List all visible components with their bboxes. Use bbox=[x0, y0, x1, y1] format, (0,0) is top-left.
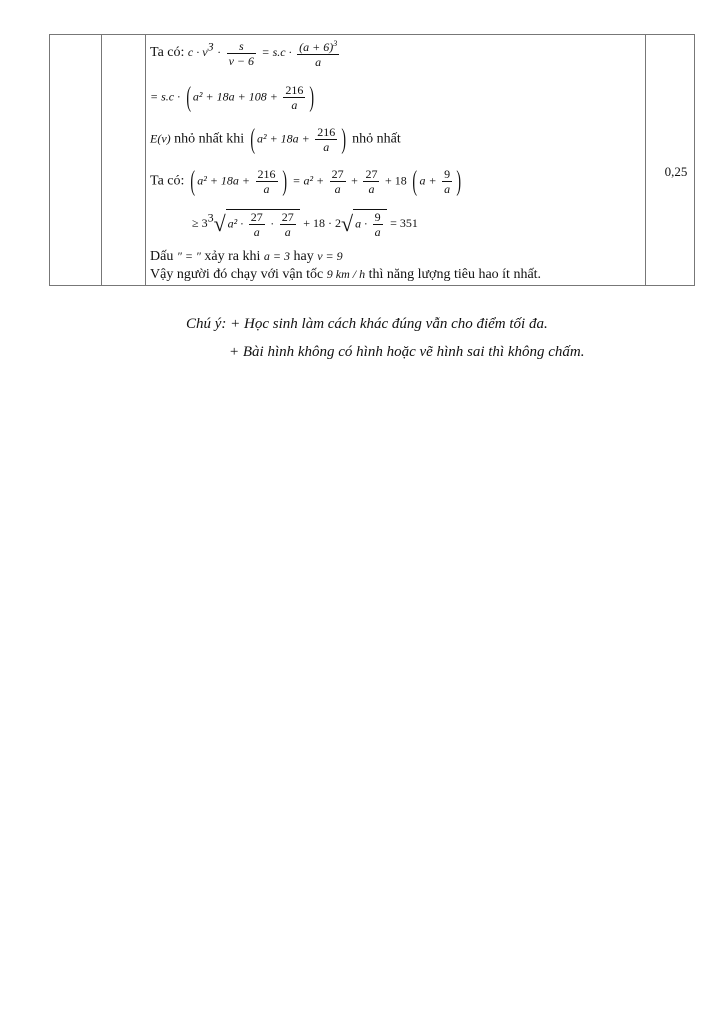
column-divider-2 bbox=[145, 35, 146, 285]
fraction-27 bbox=[249, 210, 265, 239]
equals-sc: = s.c · bbox=[150, 89, 181, 104]
numerator: 216 bbox=[317, 125, 336, 139]
fraction-a6 bbox=[297, 37, 339, 69]
solution-line-5 bbox=[192, 209, 418, 239]
equals-sc: = s.c · bbox=[261, 45, 292, 60]
plus-18-2: + 18 · 2 bbox=[303, 216, 342, 231]
exponent: 3 bbox=[333, 39, 338, 48]
note-line-1: Chú ý: + Học sinh làm cách khác đúng vẫn cho điểm tối đa. bbox=[186, 316, 548, 332]
numerator: 27 bbox=[281, 210, 294, 224]
speed-value: 9 km / h bbox=[326, 267, 366, 281]
fraction-27 bbox=[363, 167, 379, 196]
cube-root bbox=[226, 209, 300, 239]
radical-sign: √ bbox=[213, 211, 226, 236]
solution-line-1 bbox=[150, 37, 341, 69]
radical-sign: √ bbox=[341, 211, 354, 236]
note-line-2: + Bài hình không có hình hoặc vẽ hình sai thì không chấm. bbox=[229, 344, 585, 360]
numerator: 27 bbox=[250, 210, 263, 224]
label-ta-co: Ta có: bbox=[150, 45, 185, 61]
dot: · bbox=[217, 45, 222, 60]
numerator: 216 bbox=[257, 167, 276, 181]
denominator: a bbox=[283, 97, 305, 112]
grading-table bbox=[49, 34, 695, 286]
numerator: 27 bbox=[365, 167, 378, 181]
paren-open: ( bbox=[412, 165, 418, 197]
paren-open: ( bbox=[185, 81, 191, 113]
exponent: 3 bbox=[207, 39, 214, 54]
fraction-9 bbox=[373, 210, 383, 239]
denominator: a bbox=[444, 182, 451, 196]
solution-line-7 bbox=[150, 267, 541, 283]
root-term: a · bbox=[355, 216, 368, 231]
plus-18: + 18 bbox=[384, 173, 407, 188]
result-351: = 351 bbox=[390, 216, 418, 231]
numerator: 27 bbox=[331, 167, 344, 181]
column-divider-3 bbox=[645, 35, 646, 285]
fraction-216 bbox=[315, 125, 337, 154]
paren-open: ( bbox=[249, 123, 255, 155]
solution-line-4 bbox=[150, 167, 463, 196]
text-or: hay bbox=[293, 249, 314, 264]
a-plus: a + bbox=[419, 173, 437, 188]
condition-a: a = 3 bbox=[263, 249, 291, 263]
fraction-9 bbox=[442, 167, 452, 196]
expr-cv: c · v bbox=[187, 45, 208, 60]
denominator: a bbox=[256, 181, 278, 196]
polynomial: a² + 18a + bbox=[197, 173, 251, 188]
numerator: s bbox=[238, 38, 244, 53]
paren-open: ( bbox=[190, 165, 195, 197]
text-min: nhỏ nhất bbox=[352, 131, 401, 147]
geq-3: ≥ 3 bbox=[192, 216, 208, 231]
text-dau: Dấu bbox=[150, 249, 174, 264]
paren-close: ) bbox=[309, 81, 315, 113]
numerator-base: (a + 6) bbox=[299, 40, 334, 54]
solution-line-6 bbox=[150, 249, 343, 265]
text-min-when: nhỏ nhất khi bbox=[174, 131, 245, 147]
function-ev: E(v) bbox=[150, 131, 171, 146]
text-occurs-when: xảy ra khi bbox=[204, 249, 261, 264]
paren-close: ) bbox=[281, 165, 287, 197]
solution-line-2 bbox=[150, 83, 317, 112]
denominator: v − 6 bbox=[228, 53, 254, 68]
equality-sign: ″ = ″ bbox=[176, 249, 201, 263]
solution-line-3 bbox=[150, 125, 401, 154]
numerator: 9 bbox=[374, 210, 381, 224]
fraction-27 bbox=[280, 210, 296, 239]
fraction-s bbox=[227, 39, 256, 68]
column-divider-1 bbox=[101, 35, 102, 285]
conclusion-text-end: thì năng lượng tiêu hao ít nhất. bbox=[368, 267, 542, 282]
fraction-27 bbox=[330, 167, 346, 196]
denominator: a bbox=[297, 54, 339, 69]
equals-a2: = a² + bbox=[292, 173, 325, 188]
denominator: a bbox=[280, 224, 296, 239]
score-value: 0,25 bbox=[664, 164, 688, 179]
condition-v: v = 9 bbox=[317, 249, 343, 263]
plus: + bbox=[351, 173, 358, 188]
paren-close: ) bbox=[456, 165, 462, 197]
numerator: 216 bbox=[285, 83, 304, 97]
fraction-216 bbox=[256, 167, 278, 196]
numerator: 9 bbox=[444, 167, 451, 181]
paren-close: ) bbox=[341, 123, 347, 155]
conclusion-text: Vậy người đó chạy với vận tốc bbox=[150, 267, 324, 282]
label-ta-co: Ta có: bbox=[150, 173, 185, 189]
square-root bbox=[353, 209, 387, 239]
denominator: a bbox=[249, 224, 265, 239]
denominator: a bbox=[374, 225, 381, 239]
polynomial: a² + 18a + 108 + bbox=[192, 89, 278, 104]
denominator: a bbox=[330, 181, 346, 196]
fraction-216 bbox=[283, 83, 305, 112]
polynomial: a² + 18a + bbox=[256, 131, 310, 146]
denominator: a bbox=[315, 139, 337, 154]
dot: · bbox=[270, 216, 275, 231]
root-index: 3 bbox=[207, 210, 214, 225]
denominator: a bbox=[363, 181, 379, 196]
numerator bbox=[297, 37, 339, 54]
root-term: a² · bbox=[227, 216, 244, 231]
